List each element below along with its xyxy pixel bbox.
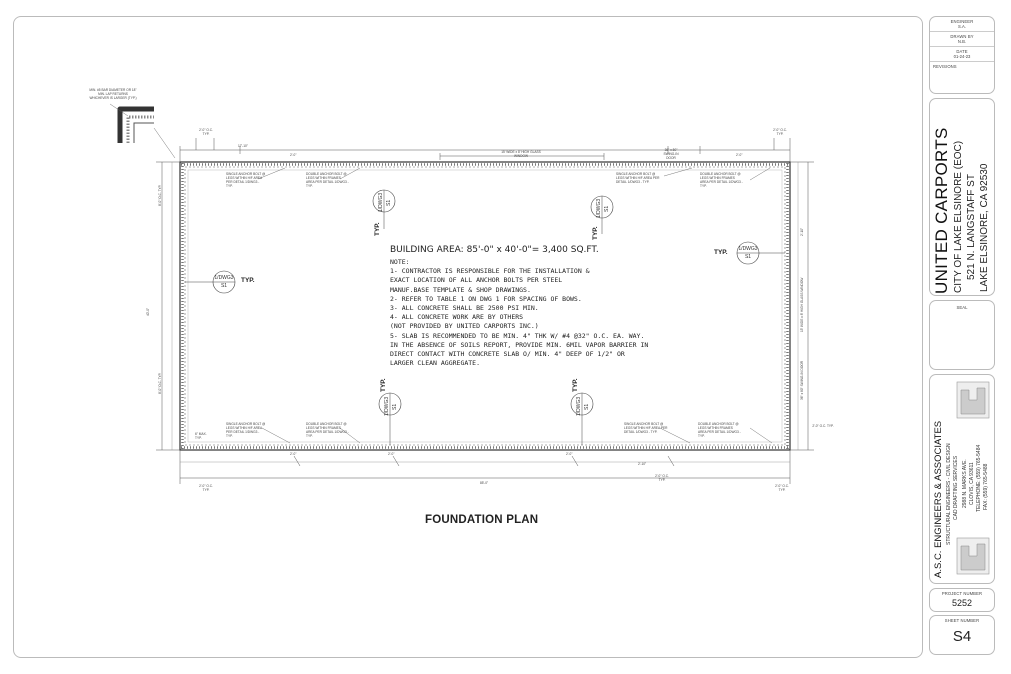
window-note: 15' WIDE x 8' HIGH GLASS WINDOW xyxy=(501,150,541,158)
engineer-label: ENGINEER xyxy=(950,19,974,24)
project-number-label: PROJECT NUMBER xyxy=(941,591,983,596)
dim-2-top-right: 2'-0" xyxy=(736,153,743,157)
detail-ref-top-left: 1/DWG3 xyxy=(378,192,384,212)
dim-top-left: 2'-0" O.C. TYP. xyxy=(199,128,213,136)
note-line: 3- ALL CONCRETE SHALL BE 2500 PSI MIN. xyxy=(390,304,539,313)
company-name: UNITED CARPORTS xyxy=(932,127,951,294)
dim-bottom-right-oc: 2'-0" O.C. TYP. xyxy=(775,484,789,492)
firm-line-5: TELEPHONE: (559) 765-5484 xyxy=(976,444,982,512)
rebar-note: MIN. #5 BAR DIAMETER OR 18" MIN. LAP RETURNS WHICHEVER IS LARGER (TYP.) xyxy=(89,88,137,100)
note-line: NOTE: xyxy=(390,258,410,266)
firm-line-1: STRUCTURAL ENGINEERS - CIVIL DESIGN xyxy=(946,443,952,545)
dim-6-max: 6" MAX. TYP. xyxy=(195,432,207,440)
project-address: 521 N. LANGSTAFF ST xyxy=(966,174,977,280)
project-number: 5252 xyxy=(951,598,973,608)
note-line: 1- CONTRACTOR IS RESPONSIBLE FOR THE INSTALLATION & xyxy=(390,267,590,276)
dim-bottom-3: 2'-0" xyxy=(566,452,573,456)
project-number-panel xyxy=(929,588,995,612)
detail-sheet-right: S1 xyxy=(744,254,752,260)
drawn-by-value: N.B. xyxy=(957,39,967,44)
firm-line-2: CAD DRAFTING SERVICES xyxy=(953,455,959,520)
door-note: 36" x 80" SWING-IN DOOR xyxy=(663,148,679,160)
seal-panel xyxy=(929,300,995,370)
detail-sheet-bottom-left: S1 xyxy=(392,403,398,410)
firm-line-6: FAX: (559) 765-5488 xyxy=(983,463,989,510)
firm-name: A.S.C. ENGINEERS & ASSOCIATES xyxy=(933,420,944,578)
detail-ref-top-right: 1/DWG3 xyxy=(596,198,602,218)
note-line: 2- REFER TO TABLE 1 ON DWG 1 FOR SPACING OF BOWS. xyxy=(390,294,582,303)
dim-2-top: 2'-0" xyxy=(290,153,297,157)
overall-depth-dim: 40'-0" xyxy=(146,307,150,316)
date-value: 01-24-23 xyxy=(953,54,971,59)
seal-label: SEAL xyxy=(956,305,968,310)
anchor-note-top-4: DOUBLE ANCHOR BOLT @ LEGS WITHIN FRAMES AREA PER DETAIL 1/DWG3 - TYP. xyxy=(700,172,743,188)
dim-top-right: 2'-0" O.C. TYP. xyxy=(773,128,787,136)
dim-bottom-1: 2'-0" xyxy=(290,452,297,456)
anchor-note-top-2: DOUBLE ANCHOR BOLT @ LEGS WITHIN FRAMES AREA PER DETAIL 1/DWG3 - TYP. xyxy=(306,172,349,188)
dim-right-2: 2'-10" xyxy=(800,227,804,236)
project-city-zip: LAKE ELSINORE, CA 92530 xyxy=(979,163,990,292)
detail-ref-right: 1/DWG3 xyxy=(738,246,758,252)
detail-sheet-left: S1 xyxy=(220,283,228,289)
anchor-note-bottom-2: DOUBLE ANCHOR BOLT @ LEGS WITHIN FRAMES AREA PER DETAIL 1/DWG3 - TYP. xyxy=(306,422,349,438)
detail-ref-bottom-right: 1/DWG3 xyxy=(576,396,582,416)
note-line: DIRECT CONTACT WITH CONCRETE SLAB O/ MIN. 4" DEEP OF 1/2" OR xyxy=(390,350,625,359)
note-line: LARGER CLEAN AGGREGATE. xyxy=(390,359,481,368)
typ-bottom-left: TYP. xyxy=(380,378,387,392)
firm-line-4: CLOVIS, CA 93611 xyxy=(969,462,975,505)
typ-top-left: TYP. xyxy=(374,222,381,236)
drawing-title: FOUNDATION PLAN xyxy=(425,514,539,526)
note-line: IN THE ABSENCE OF SOILS REPORT, PROVIDE MIN. 6MIL VAPOR BARRIER IN xyxy=(390,340,649,349)
anchor-note-bottom-1: SINGLE ANCHOR BOLT @ LEGS WITHIN H/F AREA PER DETAIL 1/DWG3 - TYP. xyxy=(226,422,266,438)
typ-left: TYP. xyxy=(241,277,255,284)
dim-bottom-2: 2'-0" xyxy=(388,452,395,456)
detail-sheet-top-right: S1 xyxy=(604,205,610,212)
anchor-note-top-1: SINGLE ANCHOR BOLT @ LEGS WITHIN H/F AREA PER DETAIL 1/DWG3 - TYP. xyxy=(226,172,266,188)
anchor-note-top-3: SINGLE ANCHOR BOLT @ LEGS WITHIN H/F AREA PER DETAIL 1/DWG3 - TYP. xyxy=(616,172,660,184)
date-label: DATE xyxy=(956,49,968,54)
note-line: (NOT PROVIDED BY UNITED CARPORTS INC.) xyxy=(390,322,539,331)
notes-block xyxy=(390,258,648,368)
detail-ref-left: 1/DWG3 xyxy=(214,275,234,281)
anchor-note-bottom-3: SINGLE ANCHOR BOLT @ LEGS WITHIN H/F AREA PER DETAIL 1/DWG3 - TYP. xyxy=(624,422,668,434)
typ-bottom-right: TYP. xyxy=(572,378,579,392)
detail-ref-bottom-left: 1/DWG3 xyxy=(384,396,390,416)
note-line: MANUF.BASE TEMPLATE & SHOP DRAWINGS. xyxy=(390,285,531,294)
dim-bottom-4: 2'-10" xyxy=(638,462,647,466)
dim-bottom-left-oc: 2'-0" O.C. TYP. xyxy=(199,484,213,492)
typ-right: TYP. xyxy=(714,249,728,256)
typ-top-right: TYP. xyxy=(592,226,599,240)
info-panel xyxy=(929,16,995,94)
firm-line-3: 2988 N. MARKS AVE. xyxy=(962,459,968,508)
dim-left-8: 8'-0" O.C. TYP. xyxy=(158,184,162,206)
note-line: 4- ALL CONCRETE WORK ARE BY OTHERS xyxy=(390,313,524,322)
note-line: EXACT LOCATION OF ALL ANCHOR BOLTS PER STEEL xyxy=(390,276,563,285)
sheet-number-label: SHEET NUMBER xyxy=(944,618,980,623)
dim-right-oc: 2'-0" O.C. TYP. xyxy=(812,424,834,428)
engineer-value: S.A. xyxy=(958,24,966,29)
dim-bottom-mid-oc: 2'-0" O.C. TYP. xyxy=(655,474,669,482)
sheet-number: S4 xyxy=(952,628,972,645)
overall-width-dim: 85'-0" xyxy=(480,481,489,485)
drawn-by-label: DRAWN BY xyxy=(950,34,974,39)
building-area: BUILDING AREA: 85'-0" x 40'-0"= 3,400 SQ.FT. xyxy=(390,245,599,255)
dim-right-door: 36" x 80" SWING-IN DOOR xyxy=(800,360,804,400)
detail-sheet-bottom-right: S1 xyxy=(584,403,590,410)
anchor-note-bottom-4: DOUBLE ANCHOR BOLT @ LEGS WITHIN FRAMES AREA PER DETAIL 1/DWG3 - TYP. xyxy=(698,422,741,438)
dim-left-8-b: 8'-0" O.C. TYP. xyxy=(158,372,162,394)
dim-17-10: 17'-10" xyxy=(238,144,248,148)
detail-sheet-top-left: S1 xyxy=(386,199,392,206)
sheet-number-panel xyxy=(929,615,995,655)
note-line: 5- SLAB IS RECOMMENDED TO BE MIN. 4" THK W/ #4 @32" O.C. EA. WAY. xyxy=(390,331,645,340)
revisions-label: REVISIONS xyxy=(933,64,957,69)
dim-right-window: 15' WIDE x 8' HIGH GLASS WINDOW xyxy=(800,277,804,332)
project-city: CITY OF LAKE ELSINORE (EOC) xyxy=(953,140,964,293)
